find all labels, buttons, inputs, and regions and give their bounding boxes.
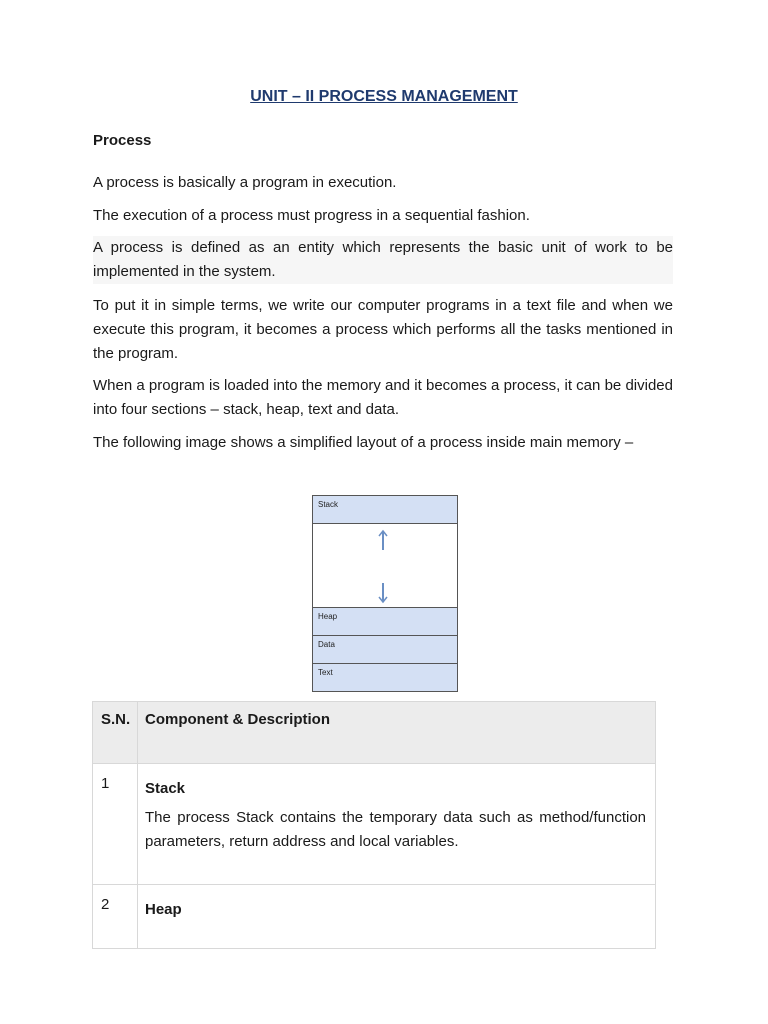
component-table bbox=[92, 701, 656, 949]
arrow-down-icon bbox=[376, 582, 390, 604]
diagram-data-segment: Data bbox=[313, 636, 457, 664]
paragraph-simple-terms: To put it in simple terms, we write our computer programs in a text file and when we execute this program, it becomes a process which performs all the tasks mentioned in the program. bbox=[93, 297, 673, 362]
diagram-free-space bbox=[313, 524, 457, 608]
diagram-heap-segment: Heap bbox=[313, 608, 457, 636]
paragraph-image-intro: The following image shows a simplified layout of a process inside main memory – bbox=[93, 434, 634, 451]
diagram-stack-segment: Stack bbox=[313, 496, 457, 524]
row-content bbox=[138, 885, 656, 949]
row-number: 1 bbox=[93, 764, 138, 885]
page-title: UNIT – II PROCESS MANAGEMENT bbox=[250, 88, 518, 105]
header-sn: S.N. bbox=[93, 702, 138, 764]
component-description: The process Stack contains the temporary data such as method/function parameters, return address and local variables. bbox=[145, 809, 646, 850]
component-name: Stack bbox=[145, 780, 186, 797]
header-component: Component & Description bbox=[138, 702, 656, 764]
table-row bbox=[93, 885, 656, 949]
process-memory-diagram bbox=[312, 495, 458, 692]
section-heading: Process bbox=[93, 132, 152, 149]
paragraph-entity: A process is defined as an entity which represents the basic unit of work to be implemented in the system. bbox=[93, 236, 673, 284]
table-row bbox=[93, 764, 656, 885]
paragraph-sections: When a program is loaded into the memory and it becomes a process, it can be divided into four sections – stack, heap, text and data. bbox=[93, 377, 673, 418]
diagram-text-segment: Text bbox=[313, 664, 457, 691]
paragraph-sequential: The execution of a process must progress in a sequential fashion. bbox=[93, 207, 530, 224]
row-number: 2 bbox=[93, 885, 138, 949]
component-name: Heap bbox=[145, 901, 182, 918]
table-header-row bbox=[93, 702, 656, 764]
paragraph-definition: A process is basically a program in execution. bbox=[93, 174, 397, 191]
arrow-up-icon bbox=[376, 529, 390, 551]
row-content bbox=[138, 764, 656, 885]
